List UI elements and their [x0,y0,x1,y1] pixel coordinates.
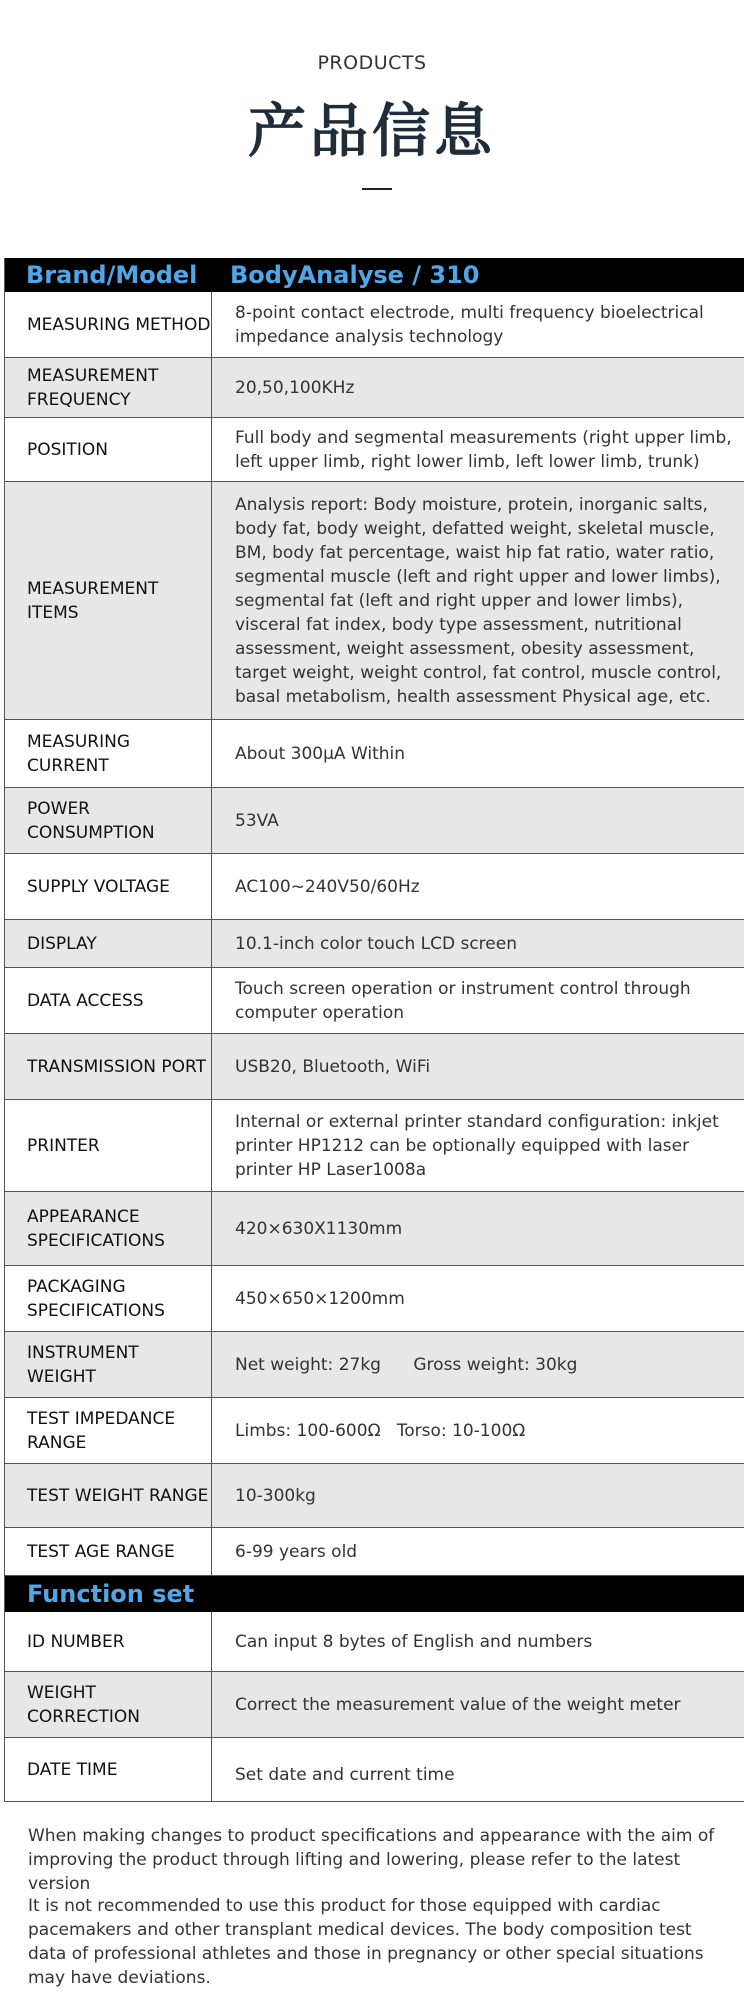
section-subtitle: PRODUCTS [317,52,427,74]
row-value: Limbs: 100-600Ω Torso: 10-100Ω [235,1420,526,1441]
brand-label: Brand/Model [26,261,198,289]
row-value: Touch screen operation or instrument control through computer operation [235,978,691,1023]
row-label: TRANSMISSION PORT [5,1034,212,1099]
brand-model-header [5,258,744,292]
table-row [5,720,744,788]
row-value: Internal or external printer standard configuration: inkjet printer HP1212 can be optionally equipped with laser printer HP Laser1008a [235,1111,719,1180]
table-row [5,920,744,968]
row-value: AC100~240V50/60Hz [235,876,420,897]
function-set-header [5,1576,744,1612]
brand-value: BodyAnalyse / 310 [230,261,480,289]
table-row [5,1034,744,1100]
row-label: TEST WEIGHT RANGE [5,1464,212,1527]
table-row [5,418,744,482]
row-label: MEASURING METHOD [5,292,212,357]
table-row [5,788,744,854]
table-row [5,1612,744,1672]
table-row [5,854,744,920]
row-label: PRINTER [5,1100,212,1191]
row-value: 10.1-inch color touch LCD screen [235,933,517,954]
row-label: TEST IMPEDANCE RANGE [5,1398,212,1463]
table-row [5,358,744,418]
page-title: 产品信息 [247,97,496,165]
row-value: 53VA [235,810,279,831]
row-label: ID NUMBER [5,1612,212,1671]
row-value: 8-point contact electrode, multi frequency bioelectrical impedance analysis technology [235,302,704,347]
title-divider [362,188,392,190]
row-value: About 300μA Within [235,743,406,764]
row-label: MEASUREMENT FREQUENCY [5,358,212,417]
table-row [5,1738,744,1802]
table-row [5,482,744,720]
row-value: 450×650×1200mm [235,1288,405,1309]
table-row [5,1192,744,1266]
row-label: TEST AGE RANGE [5,1528,212,1575]
row-value: Set date and current time [235,1764,455,1785]
row-label: PACKAGING SPECIFICATIONS [5,1266,212,1331]
spec-table [4,258,744,1802]
table-row [5,1672,744,1738]
row-label: SUPPLY VOLTAGE [5,854,212,919]
row-value: USB20, Bluetooth, WiFi [235,1056,431,1077]
row-label: DISPLAY [5,920,212,967]
table-row [5,968,744,1034]
row-value: Analysis report: Body moisture, protein, inorganic salts, body fat, body weight, defatted weight, skeletal muscle, BM, body fat percentage, waist hip fat ratio, water ratio, segmental muscle (left and right upper and lower limbs), segmental fat (left and right upper and lower limbs), visceral fat index, body type assessment, nutritional assessment, weight assessment, obesity assessment, target weight, weight control, fat control, muscle control, basal metabolism, health assessment Physical age, etc. [235,494,722,707]
table-row [5,292,744,358]
row-value: Net weight: 27kg Gross weight: 30kg [235,1354,578,1375]
row-value: Full body and segmental measurements (right upper limb, left upper limb, right lower limb, left lower limb, trunk) [235,427,732,472]
row-label: DATE TIME [5,1738,212,1801]
row-value: Can input 8 bytes of English and numbers [235,1631,593,1652]
row-label: INSTRUMENT WEIGHT [5,1332,212,1397]
row-label: MEASURING CURRENT [5,720,212,787]
row-value: 420×630X1130mm [235,1218,403,1239]
table-row [5,1100,744,1192]
table-row [5,1464,744,1528]
table-row [5,1266,744,1332]
row-value: Correct the measurement value of the weight meter [235,1694,681,1715]
row-label: POSITION [5,418,212,481]
table-row [5,1332,744,1398]
row-value: 20,50,100KHz [235,377,355,398]
table-row [5,1528,744,1576]
row-label: WEIGHT CORRECTION [5,1672,212,1737]
row-label: MEASUREMENT ITEMS [5,482,212,719]
row-label: DATA ACCESS [5,968,212,1033]
note-warning: It is not recommended to use this product for those equipped with cardiac pacemakers and other transplant medical devices. The body composition test data of professional athletes and those in pregnancy or other special situations may have deviations. [28,1896,704,1988]
table-row [5,1398,744,1464]
row-label: POWER CONSUMPTION [5,788,212,853]
row-value: 10-300kg [235,1485,316,1506]
function-set-title: Function set [27,1580,195,1608]
note-update: When making changes to product specifications and appearance with the aim of improving the product through lifting and lowering, please refer to the latest version [28,1826,715,1894]
row-label: APPEARANCE SPECIFICATIONS [5,1192,212,1265]
row-value: 6-99 years old [235,1541,358,1562]
